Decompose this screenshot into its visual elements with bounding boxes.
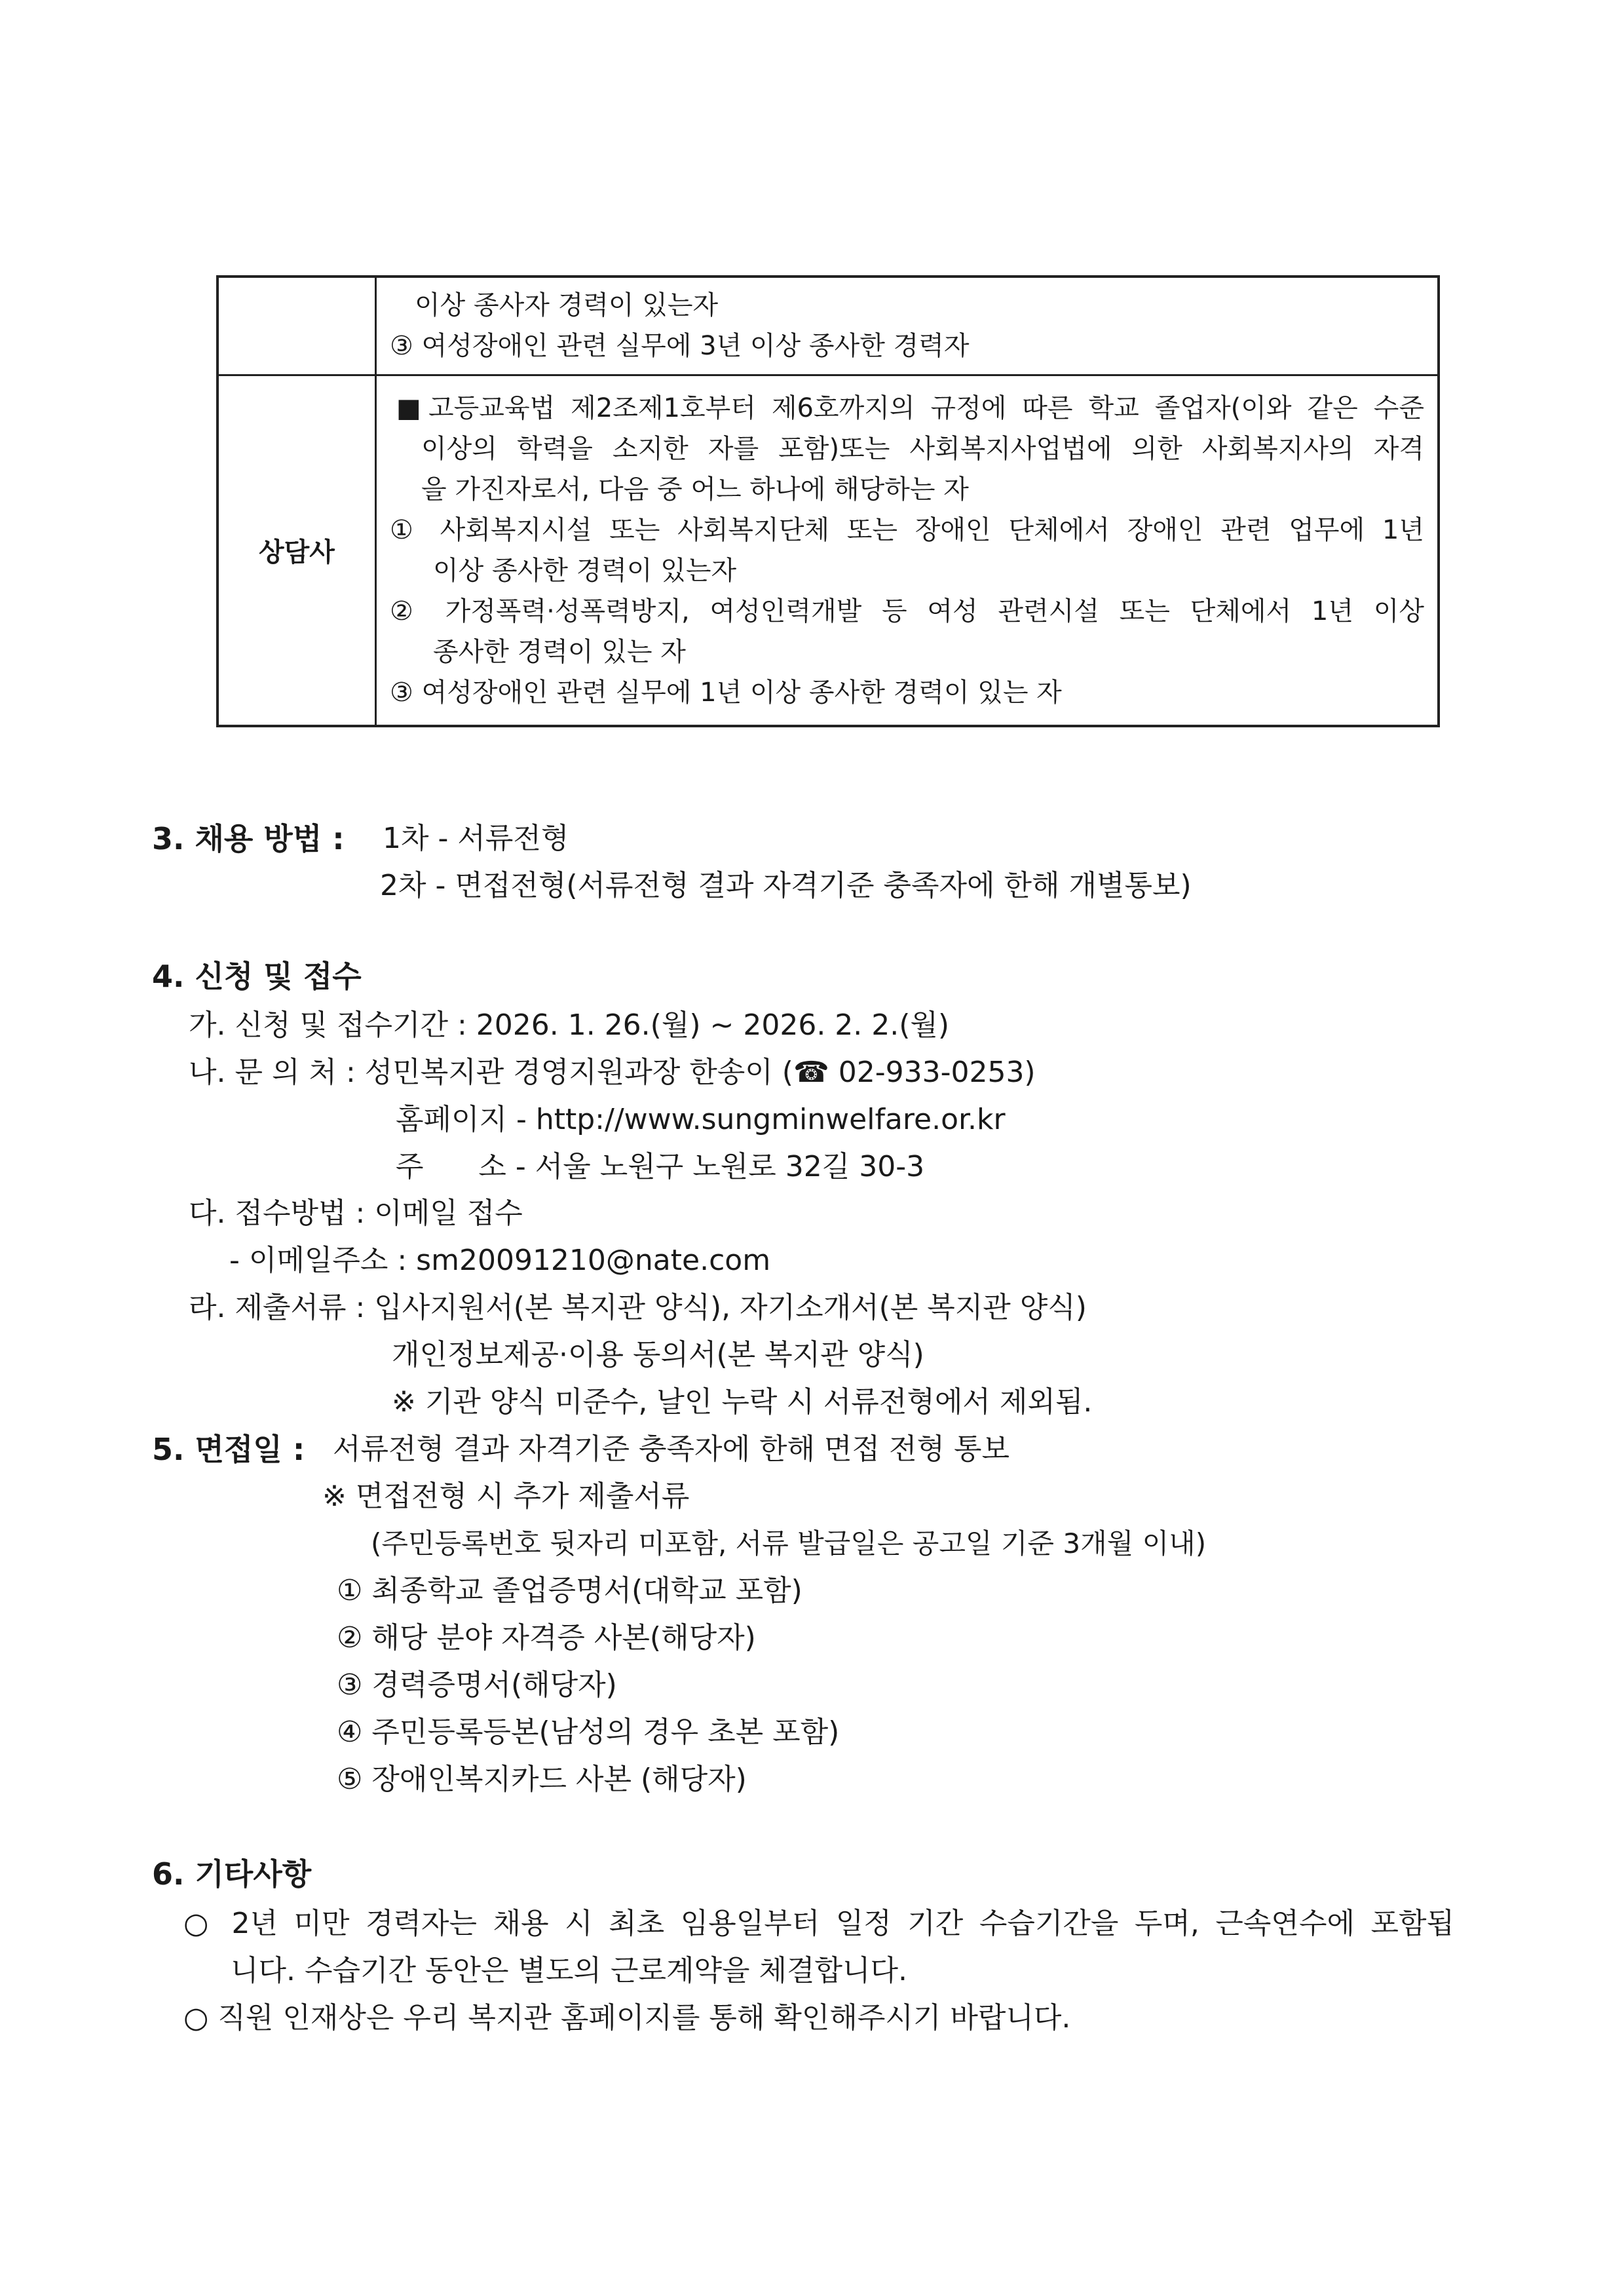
s3-line-2: 2차 - 면접전형(서류전형 결과 자격기준 충족자에 한해 개별통보): [380, 869, 1192, 902]
s5-line-1: 서류전형 결과 자격기준 충족자에 한해 면접 전형 통보: [333, 1432, 1010, 1466]
desc-line: ③ 여성장애인 관련 실무에 3년 이상 종사한 경력자: [390, 331, 970, 362]
desc-line: ③ 여성장애인 관련 실무에 1년 이상 종사한 경력이 있는 자: [390, 677, 1062, 708]
s4-period: 가. 신청 및 접수기간 : 2026. 1. 26.(월) ~ 2026. 2. 2.(월): [189, 1008, 950, 1042]
s5-item: ⑤ 장애인복지카드 사본 (해당자): [337, 1763, 747, 1796]
s4-documents-2: 개인정보제공·이용 동의서(본 복지관 양식): [392, 1338, 924, 1371]
s4-homepage: 홈페이지 - http://www.sungminwelfare.or.kr: [396, 1103, 1006, 1136]
role-cell: [217, 277, 376, 375]
desc-line: 종사한 경력이 있는 자: [433, 636, 686, 667]
qualification-table: [216, 275, 1440, 727]
table-row: [217, 277, 1439, 375]
section-3-heading: 3. 채용 방법 :: [152, 821, 345, 856]
s5-item: ② 해당 분야 자격증 사본(해당자): [337, 1621, 756, 1655]
s6-bullet-1-cont: 니다. 수습기간 동안은 별도의 근로계약을 체결합니다.: [231, 1954, 907, 1987]
s4-contact: 나. 문 의 처 : 성민복지관 경영지원과장 한송이 (☎ 02-933-0253): [189, 1056, 1036, 1089]
s6-bullet-1: ○ 2년 미만 경력자는 채용 시 최초 임용일부터 일정 기간 수습기간을 두며, 근속연수에 포함됩: [183, 1907, 1454, 1940]
s5-item: ① 최종학교 졸업증명서(대학교 포함): [337, 1574, 803, 1607]
desc-line: ① 사회복지시설 또는 사회복지단체 또는 장애인 단체에서 장애인 관련 업무에 1년: [390, 514, 1424, 545]
s5-sub: (주민등록번호 뒷자리 미포함, 서류 발급일은 공고일 기준 3개월 이내): [371, 1527, 1207, 1559]
s5-note: ※ 면접전형 시 추가 제출서류: [322, 1480, 690, 1513]
s4-note: ※ 기관 양식 미준수, 날인 누락 시 서류전형에서 제외됨.: [392, 1385, 1093, 1419]
desc-line: ■고등교육법 제2조제1호부터 제6호까지의 규정에 따른 학교 졸업자(이와 같은 수준: [396, 392, 1424, 423]
s4-documents: 라. 제출서류 : 입사지원서(본 복지관 양식), 자기소개서(본 복지관 양식): [189, 1291, 1087, 1324]
desc-line: 이상의 학력을 소지한 자를 포함)또는 사회복지사업법에 의한 사회복지사의 자격: [421, 433, 1424, 464]
desc-line: 이상 종사한 경력이 있는자: [433, 555, 737, 586]
s3-line-1: 1차 - 서류전형: [383, 822, 569, 855]
s4-email: - 이메일주소 : sm20091210@nate.com: [229, 1244, 771, 1277]
desc-line: 이상 종사자 경력이 있는자: [415, 290, 719, 321]
table-row: [217, 375, 1439, 726]
s4-method: 다. 접수방법 : 이메일 접수: [189, 1196, 523, 1230]
section-5-heading: 5. 면접일 :: [152, 1432, 305, 1467]
description-cell: [376, 375, 1439, 726]
desc-line: 을 가진자로서, 다음 중 어느 하나에 해당하는 자: [421, 474, 969, 505]
description-cell: [376, 277, 1439, 375]
section-4-heading: 4. 신청 및 접수: [152, 959, 362, 994]
section-6-heading: 6. 기타사항: [152, 1856, 312, 1892]
role-cell-counselor: 상담사: [217, 375, 376, 726]
s5-item: ④ 주민등록등본(남성의 경우 초본 포함): [337, 1715, 840, 1749]
s6-bullet-2: ○ 직원 인재상은 우리 복지관 홈페이지를 통해 확인해주시기 바랍니다.: [183, 2001, 1071, 2035]
desc-line: ② 가정폭력·성폭력방지, 여성인력개발 등 여성 관련시설 또는 단체에서 1년 이상: [390, 596, 1424, 626]
s5-item: ③ 경력증명서(해당자): [337, 1668, 617, 1702]
s4-address: 주 소 - 서울 노원구 노원로 32길 30-3: [396, 1150, 925, 1183]
